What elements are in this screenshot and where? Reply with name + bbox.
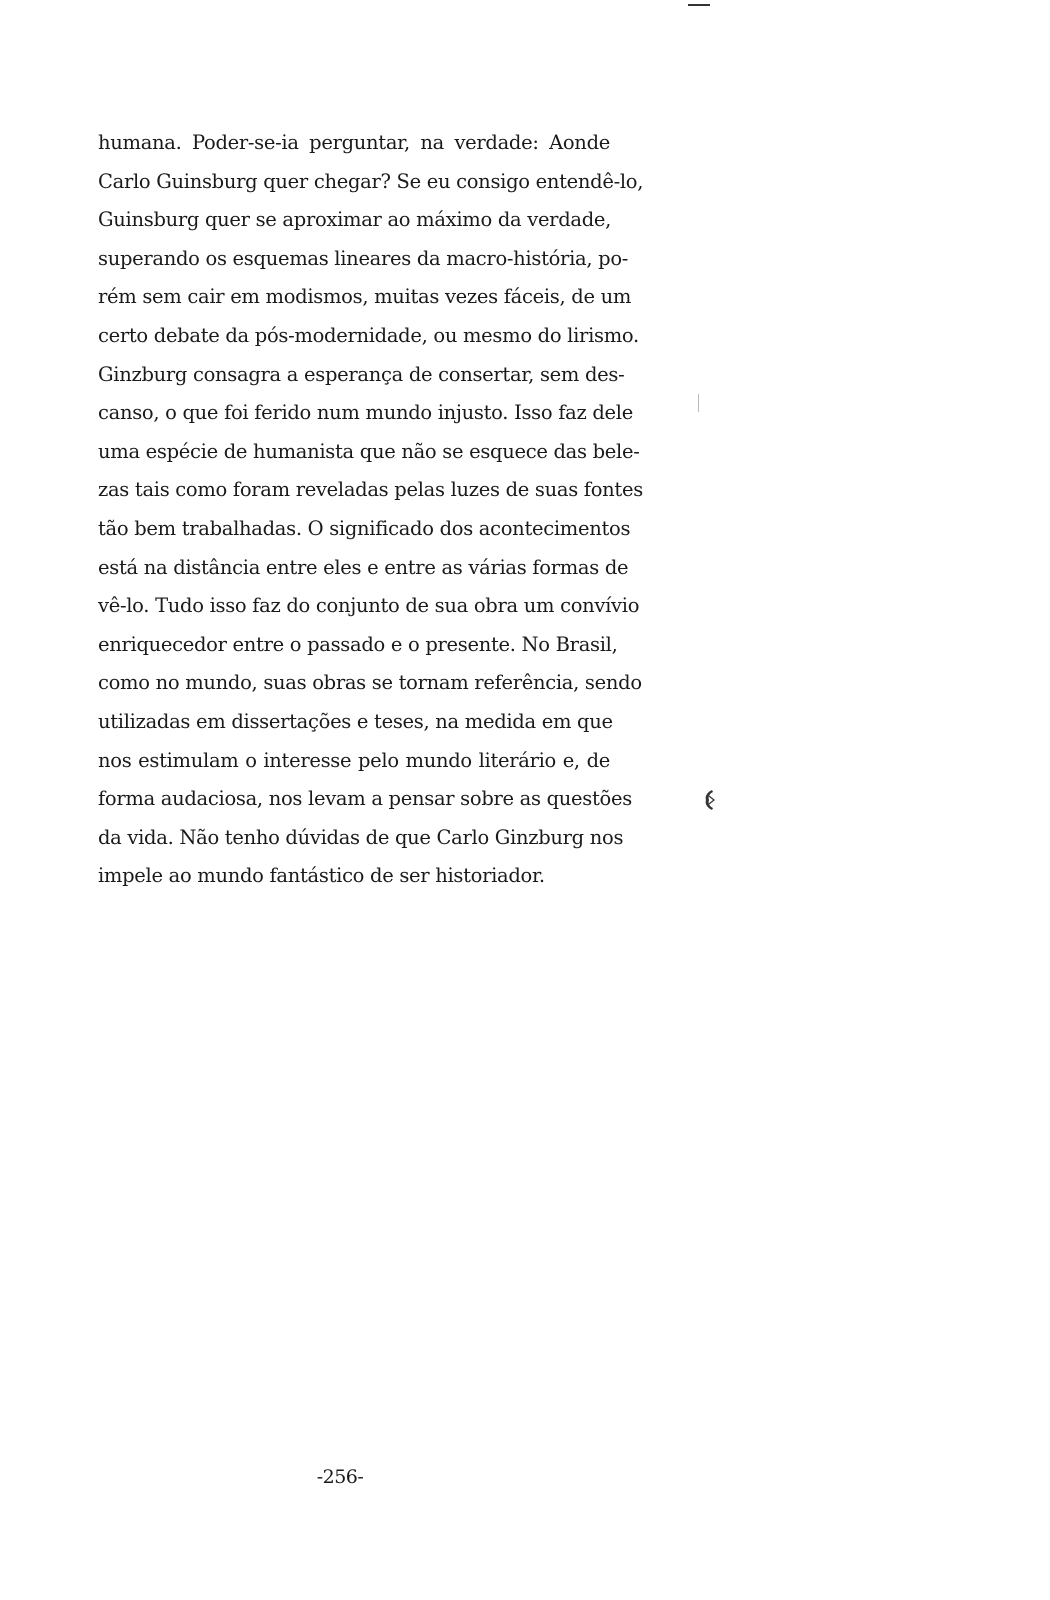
text-line: forma audaciosa, nos levam a pensar sobre as questões xyxy=(98,787,632,811)
text-line: humana. Poder-se-ia perguntar, na verdade: Aonde xyxy=(98,131,610,154)
text-line: está na distância entre eles e entre as várias formas de xyxy=(98,555,629,579)
text-line: como no mundo, suas obras se tornam referência, sendo xyxy=(98,671,642,695)
scan-artifact-mark xyxy=(688,4,710,6)
text-line: vê-lo. Tudo isso faz do conjunto de sua obra um convívio xyxy=(98,594,640,618)
text-line: canso, o que foi ferido num mundo injusto. Isso faz dele xyxy=(98,401,633,425)
text-line: zas tais como foram reveladas pelas luzes de suas fontes xyxy=(98,478,643,502)
text-line: utilizadas em dissertações e teses, na medida em que xyxy=(98,709,613,733)
text-line: tão bem trabalhadas. O significado dos acontecimentos xyxy=(98,516,631,540)
text-line: uma espécie de humanista que não se esquece das bele- xyxy=(98,439,640,463)
text-line: Carlo Guinsburg quer chegar? Se eu consigo entendê-lo, xyxy=(98,169,644,193)
text-line: nos estimulam o interesse pelo mundo literário e, de xyxy=(98,748,610,772)
body-text xyxy=(98,124,644,896)
page-number: -256- xyxy=(316,1466,364,1488)
text-line: rém sem cair em modismos, muitas vezes fáceis, de um xyxy=(98,285,632,309)
text-line: superando os esquemas lineares da macro-história, po- xyxy=(98,246,629,270)
text-line: Guinsburg quer se aproximar ao máximo da verdade, xyxy=(98,208,612,232)
text-line: enriquecedor entre o passado e o presente. No Brasil, xyxy=(98,632,618,656)
text-line: da vida. Não tenho dúvidas de que Carlo Ginzburg nos xyxy=(98,825,624,849)
scan-artifact-line xyxy=(698,394,699,412)
text-line: impele ao mundo fantástico de ser historiador. xyxy=(98,864,545,888)
text-line: certo debate da pós-modernidade, ou mesmo do lirismo. xyxy=(98,323,639,347)
text-line: Ginzburg consagra a esperança de consertar, sem des- xyxy=(98,362,625,386)
scan-artifact-glyph xyxy=(703,788,715,812)
